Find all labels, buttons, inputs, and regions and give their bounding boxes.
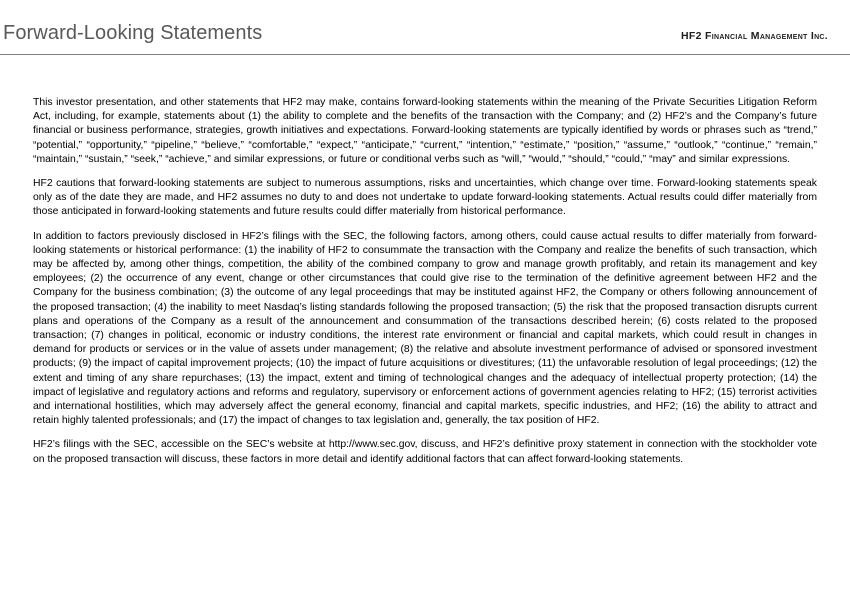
paragraph-cautions: HF2 cautions that forward-looking statements are subject to numerous assumptions, risks and uncertainties, which change over time. Forward-looking statements speak only as of the date they are made, and HF2 assumes no duty to and does not undertake to update forward-looking statements. Actual results could differ materially from those anticipated in forward-looking statements and future results could differ materially from historical performance. <box>33 178 817 218</box>
statement-body <box>33 96 817 477</box>
paragraph-risk-factors: In addition to factors previously disclosed in HF2’s filings with the SEC, the following factors, among others, could cause actual results to differ materially from forward-looking statements or historical performance: (1) the inability of HF2 to consummate the transaction with the Company and realize the benefits of such transaction, which may be affected by, among other things, competition, the ability of the combined company to grow and manage growth profitably, and retain its management and key employees; (2) the occurrence of any event, change or other circumstances that could give rise to the termination of the definitive agreement between HF2 and the Company for the business combination; (3) the outcome of any legal proceedings that may be instituted against HF2, the Company or others following announcement of the proposed transaction; (4) the inability to meet Nasdaq’s listing standards following the proposed transaction; (5) the risk that the proposed transaction disrupts current plans and operations of the Company as a result of the announcement and consummation of the transactions described herein; (6) costs related to the proposed transaction; (7) changes in political, economic or industry conditions, the interest rate environment or financial and capital markets, which could result in changes in demand for products or services or in the value of assets under management; (8) the relative and absolute investment performance of advised or sponsored investment products; (9) the impact of capital improvement projects; (10) the impact of future acquisitions or divestitures; (11) the unfavorable resolution of legal proceedings; (12) the extent and timing of any share repurchases; (13) the impact, extent and timing of technological changes and the adequacy of intellectual property protection; (14) the impact of legislative and regulatory actions and reforms and regulatory, supervisory or enforcement actions of government agencies relating to HF2; (15) terrorist activities and international hostilities, which may adversely affect the general economy, financial and capital markets, specific industries, and HF2; (16) the ability to attract and retain highly talented professionals; and (17) the impact of changes to tax legislation and, generally, the tax position of HF2. <box>33 230 817 427</box>
paragraph-sec-filings: HF2’s filings with the SEC, accessible on the SEC’s website at http://www.sec.gov, discuss, and HF2’s definitive proxy statement in connection with the stockholder vote on the proposed transaction will discuss, these factors in more detail and identify additional factors that can affect forward-looking statements. <box>33 439 817 465</box>
company-name: HF2 Financial Management Inc. <box>681 30 828 42</box>
paragraph-intro: This investor presentation, and other statements that HF2 may make, contains forward-looking statements within the meaning of the Private Securities Litigation Reform Act, including, for example, statements about (1) the ability to complete and the benefits of the transaction with the Company; and (2) HF2’s and the Company’s future financial or business performance, strategies, growth initiatives and expectations. Forward-looking statements are typically identified by words or phrases such as “trend,” “potential,” “opportunity,” “pipeline,” “believe,” “comfortable,” “expect,” “anticipate,” “current,” “intention,” “estimate,” “position,” “assume,” “outlook,” “continue,” “remain,” “maintain,” “sustain,” “seek,” “achieve,” and similar expressions, or future or conditional verbs such as “will,” “would,” “should,” “could,” “may” and similar expressions. <box>33 97 817 165</box>
page-title: Forward-Looking Statements <box>3 22 263 44</box>
slide-header <box>0 0 850 55</box>
